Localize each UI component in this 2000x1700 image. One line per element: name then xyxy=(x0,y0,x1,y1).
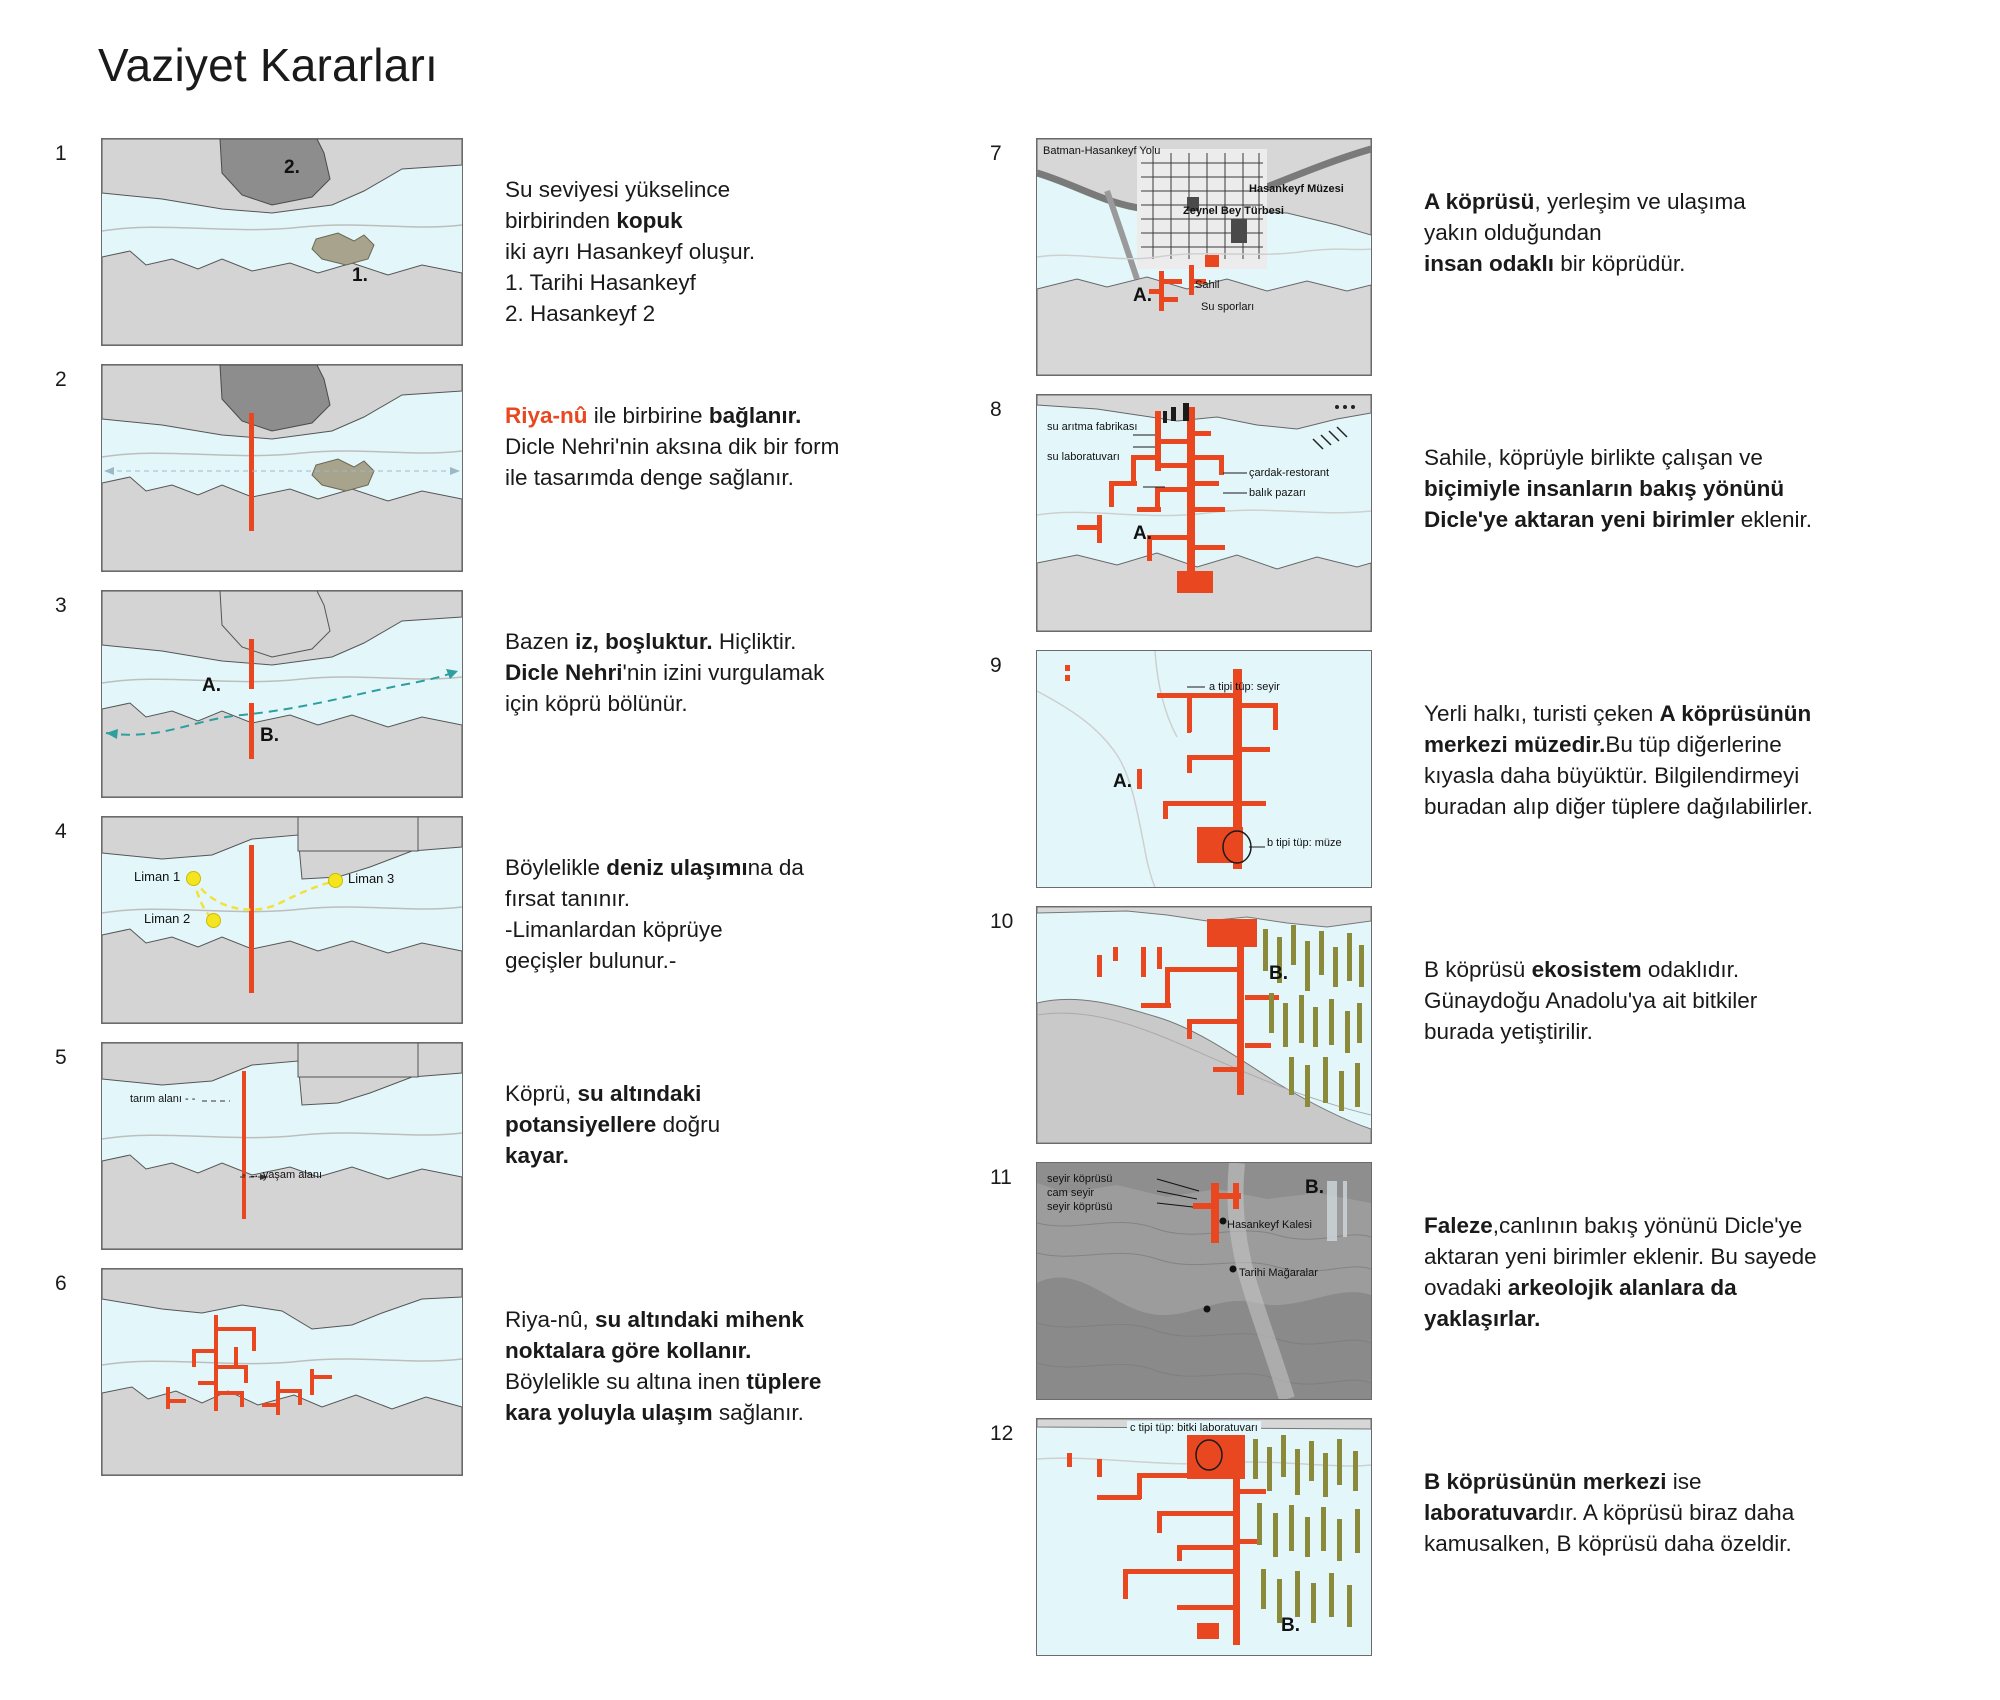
label-yasam-alani: - → yaşam alanı xyxy=(242,1169,323,1181)
step-row-4 xyxy=(55,816,985,1024)
step-number-2: 2 xyxy=(55,368,67,391)
caption-8 xyxy=(1372,394,1920,535)
caption-6-line3a: Böylelikle su altına inen xyxy=(505,1369,747,1395)
map-label-B-12: B. xyxy=(1281,1615,1300,1636)
caption-9-line4: buradan alıp diğer tüplere dağılabilirler. xyxy=(1424,794,1814,820)
caption-1-line2a: birbirinden xyxy=(505,208,617,234)
map-label-hasankeyf-kalesi: Hasankeyf Kalesi xyxy=(1227,1219,1312,1231)
diagram-panel-3 xyxy=(101,590,463,798)
diagram-panel-2 xyxy=(101,364,463,572)
caption-12-line2a: laboratuvar xyxy=(1424,1500,1547,1526)
caption-5 xyxy=(463,1042,985,1171)
step-row-12 xyxy=(990,1418,1920,1656)
caption-10-line3: burada yetiştirilir. xyxy=(1424,1019,1593,1045)
port-label-1: Liman 1 xyxy=(134,869,181,884)
diagram-panel-1 xyxy=(101,138,463,346)
step-number-11: 11 xyxy=(990,1166,1012,1189)
map-label-B-10: B. xyxy=(1269,963,1288,984)
map-label-b-tipi-tup: b tipi tüp: müze xyxy=(1267,837,1342,849)
caption-6-line2: noktalara göre kollanır. xyxy=(505,1338,752,1364)
caption-9 xyxy=(1372,650,1920,822)
map-label-tarihi-magaralar: Tarihi Mağaralar xyxy=(1239,1267,1318,1279)
caption-12-line2b: dır. A köprüsü biraz daha xyxy=(1546,1500,1795,1526)
caption-6-line4b: sağlanır. xyxy=(712,1400,804,1426)
step-number-8: 8 xyxy=(990,398,1002,421)
caption-6-line1b: su altındaki mihenk xyxy=(595,1307,804,1332)
diagram-panel-10 xyxy=(1036,906,1372,1144)
caption-9-line3: kıyasla daha büyüktür. Bilgilendirmeyi xyxy=(1424,763,1800,789)
caption-5-line2a: potansiyellere xyxy=(505,1112,657,1138)
map-label-cam-seyir: cam seyir xyxy=(1047,1187,1095,1199)
step-row-2 xyxy=(55,364,985,572)
map-label-su-laboratuvari: su laboratuvarı xyxy=(1047,451,1120,463)
caption-5-line2b: doğru xyxy=(656,1112,721,1138)
caption-11-line3b: arkeolojik alanlara da xyxy=(1507,1275,1737,1301)
left-column xyxy=(55,138,985,1494)
caption-6 xyxy=(463,1268,985,1428)
caption-9-line1a: Yerli halkı, turisti çeken xyxy=(1424,701,1660,726)
right-column xyxy=(990,138,1920,1674)
port-label-3: Liman 3 xyxy=(348,871,395,886)
map-label-su-aritma: su arıtma fabrikası xyxy=(1047,421,1138,433)
caption-10 xyxy=(1372,906,1920,1047)
map-label-A-9: A. xyxy=(1113,771,1132,792)
caption-12-line3: kamusalken, B köprüsü daha özeldir. xyxy=(1424,1531,1792,1557)
map-label-batman-yolu: Batman-Hasankeyf Yolu xyxy=(1043,145,1161,157)
caption-2-line3: ile tasarımda denge sağlanır. xyxy=(505,465,794,491)
step-number-3: 3 xyxy=(55,594,67,617)
step-number-12: 12 xyxy=(990,1422,1014,1445)
caption-10-line1a: B köprüsü xyxy=(1424,957,1532,982)
port-dot-3 xyxy=(328,873,343,888)
page-title: Vaziyet Kararları xyxy=(98,39,438,91)
caption-12-line1b: ise xyxy=(1666,1469,1702,1494)
step-row-3 xyxy=(55,590,985,798)
caption-7-line3a: insan odaklı xyxy=(1424,251,1555,277)
caption-11-line4: yaklaşırlar. xyxy=(1424,1306,1541,1332)
port-label-2: Liman 2 xyxy=(144,911,191,926)
step-row-7 xyxy=(990,138,1920,376)
caption-1-line5: 2. Hasankeyf 2 xyxy=(505,301,656,327)
caption-1-line2b: kopuk xyxy=(616,208,683,234)
caption-7 xyxy=(1372,138,1920,279)
caption-1-line4: 1. Tarihi Hasankeyf xyxy=(505,270,696,296)
diagram-panel-12 xyxy=(1036,1418,1372,1656)
caption-4-line3: -Limanlardan köprüye xyxy=(505,917,723,943)
caption-5-line3: kayar. xyxy=(505,1143,569,1169)
caption-2-line1a: ile birbirine xyxy=(587,403,709,428)
caption-10-line1c: odaklıdır. xyxy=(1641,957,1740,982)
caption-7-line1b: , yerleşim ve ulaşıma xyxy=(1534,189,1746,214)
map-label-cardak-restorant: çardak-restorant xyxy=(1249,467,1330,479)
caption-5-line1b: su altındaki xyxy=(577,1081,702,1106)
caption-4-line4: geçişler bulunur.- xyxy=(505,948,677,974)
map-label-a-tipi-tup: a tipi tüp: seyir xyxy=(1209,681,1280,693)
step-row-9 xyxy=(990,650,1920,888)
caption-7-line3b: bir köprüdür. xyxy=(1554,251,1686,277)
panel-label-2: 2. xyxy=(284,157,300,178)
caption-8-line2: biçimiyle insanların bakış yönünü xyxy=(1424,476,1785,502)
diagram-panel-9 xyxy=(1036,650,1372,888)
caption-9-line2b: Bu tüp diğerlerine xyxy=(1605,732,1782,758)
map-label-sahil: Sahil xyxy=(1195,279,1220,291)
caption-11-line1a: Faleze xyxy=(1424,1213,1493,1238)
caption-3-line1b: iz, boşluktur. xyxy=(575,629,713,654)
map-label-seyir-koprusu-2: seyir köprüsü xyxy=(1047,1201,1113,1213)
caption-2-line1b: bağlanır. xyxy=(708,403,802,428)
diagram-panel-11 xyxy=(1036,1162,1372,1400)
caption-11-line2: aktaran yeni birimler eklenir. Bu sayede xyxy=(1424,1244,1817,1270)
caption-12-line1a: B köprüsünün merkezi xyxy=(1424,1469,1667,1494)
panel-label-B-3: B. xyxy=(260,725,279,746)
caption-6-line3b: tüplere xyxy=(746,1369,822,1395)
diagram-panel-8 xyxy=(1036,394,1372,632)
caption-12 xyxy=(1372,1418,1920,1559)
step-row-5 xyxy=(55,1042,985,1250)
caption-11-line1b: ,canlının bakış yönünü Dicle'ye xyxy=(1492,1213,1803,1238)
caption-10-line1b: ekosistem xyxy=(1531,957,1642,982)
diagram-panel-7 xyxy=(1036,138,1372,376)
caption-2-riya: Riya-nû xyxy=(505,403,588,428)
caption-8-line3a: Dicle'ye aktaran yeni birimler xyxy=(1424,507,1735,533)
caption-4-line1c: na da xyxy=(747,855,804,880)
map-label-su-sporlari: Su sporları xyxy=(1201,301,1255,313)
caption-1-line1: Su seviyesi yükselince xyxy=(505,177,731,202)
caption-9-line1b: A köprüsünün xyxy=(1659,701,1812,726)
caption-7-line1a: A köprüsü xyxy=(1424,189,1535,214)
map-label-hasankeyf-muzesi: Hasankeyf Müzesi xyxy=(1249,183,1344,195)
step-number-6: 6 xyxy=(55,1272,67,1295)
caption-9-line2a: merkezi müzedir. xyxy=(1424,732,1606,758)
caption-4-line2: fırsat tanınır. xyxy=(505,886,631,912)
caption-4-line1a: Böylelikle xyxy=(505,855,607,880)
map-label-seyir-koprusu-1: seyir köprüsü xyxy=(1047,1173,1113,1185)
step-number-7: 7 xyxy=(990,142,1002,165)
caption-6-line4a: kara yoluyla ulaşım xyxy=(505,1400,713,1426)
caption-3-line3: için köprü bölünür. xyxy=(505,691,688,717)
diagram-panel-5 xyxy=(101,1042,463,1250)
step-row-10 xyxy=(990,906,1920,1144)
diagram-panel-6 xyxy=(101,1268,463,1476)
port-dot-2 xyxy=(206,913,221,928)
caption-5-line1a: Köprü, xyxy=(505,1081,578,1106)
step-number-10: 10 xyxy=(990,910,1014,933)
step-row-6 xyxy=(55,1268,985,1476)
step-number-1: 1 xyxy=(55,142,67,165)
caption-7-line2: yakın olduğundan xyxy=(1424,220,1602,246)
map-label-B-11: B. xyxy=(1305,1177,1324,1198)
step-number-9: 9 xyxy=(990,654,1002,677)
caption-3-line1a: Bazen xyxy=(505,629,576,654)
map-label-A-8: A. xyxy=(1133,523,1152,544)
caption-2-line2: Dicle Nehri'nin aksına dik bir form xyxy=(505,434,840,460)
step-number-5: 5 xyxy=(55,1046,67,1069)
caption-4 xyxy=(463,816,985,976)
step-row-11 xyxy=(990,1162,1920,1400)
caption-8-line1: Sahile, köprüyle birlikte çalışan ve xyxy=(1424,445,1763,470)
label-tarim-alani: tarım alanı - - xyxy=(130,1093,196,1105)
panel-label-1: 1. xyxy=(352,265,368,286)
map-label-balik-pazari: balık pazarı xyxy=(1249,487,1306,499)
map-label-A-7: A. xyxy=(1133,285,1152,306)
caption-3-line1c: Hiçliktir. xyxy=(712,629,797,654)
port-dot-1 xyxy=(186,871,201,886)
panel-label-A-3: A. xyxy=(202,675,221,696)
step-row-8 xyxy=(990,394,1920,632)
map-label-c-tipi-tup: c tipi tüp: bitki laboratuvarı xyxy=(1127,1421,1261,1435)
caption-4-line1b: deniz ulaşımı xyxy=(606,855,748,880)
caption-11 xyxy=(1372,1162,1920,1334)
diagram-panel-4 xyxy=(101,816,463,1024)
step-number-4: 4 xyxy=(55,820,67,843)
map-label-zeynel-bey: Zeynel Bey Türbesi xyxy=(1183,205,1284,217)
caption-3 xyxy=(463,590,985,719)
caption-6-line1a: Riya-nû, xyxy=(505,1307,596,1332)
caption-11-line3a: ovadaki xyxy=(1424,1275,1508,1301)
caption-1-line3: iki ayrı Hasankeyf oluşur. xyxy=(505,239,756,265)
caption-3-line2b: 'nin izini vurgulamak xyxy=(622,660,825,686)
caption-1 xyxy=(463,138,985,329)
caption-3-line2a: Dicle Nehri xyxy=(505,660,623,686)
step-row-1 xyxy=(55,138,985,346)
caption-10-line2: Günaydoğu Anadolu'ya ait bitkiler xyxy=(1424,988,1758,1014)
caption-8-line3b: eklenir. xyxy=(1734,507,1813,533)
caption-2 xyxy=(463,364,985,493)
